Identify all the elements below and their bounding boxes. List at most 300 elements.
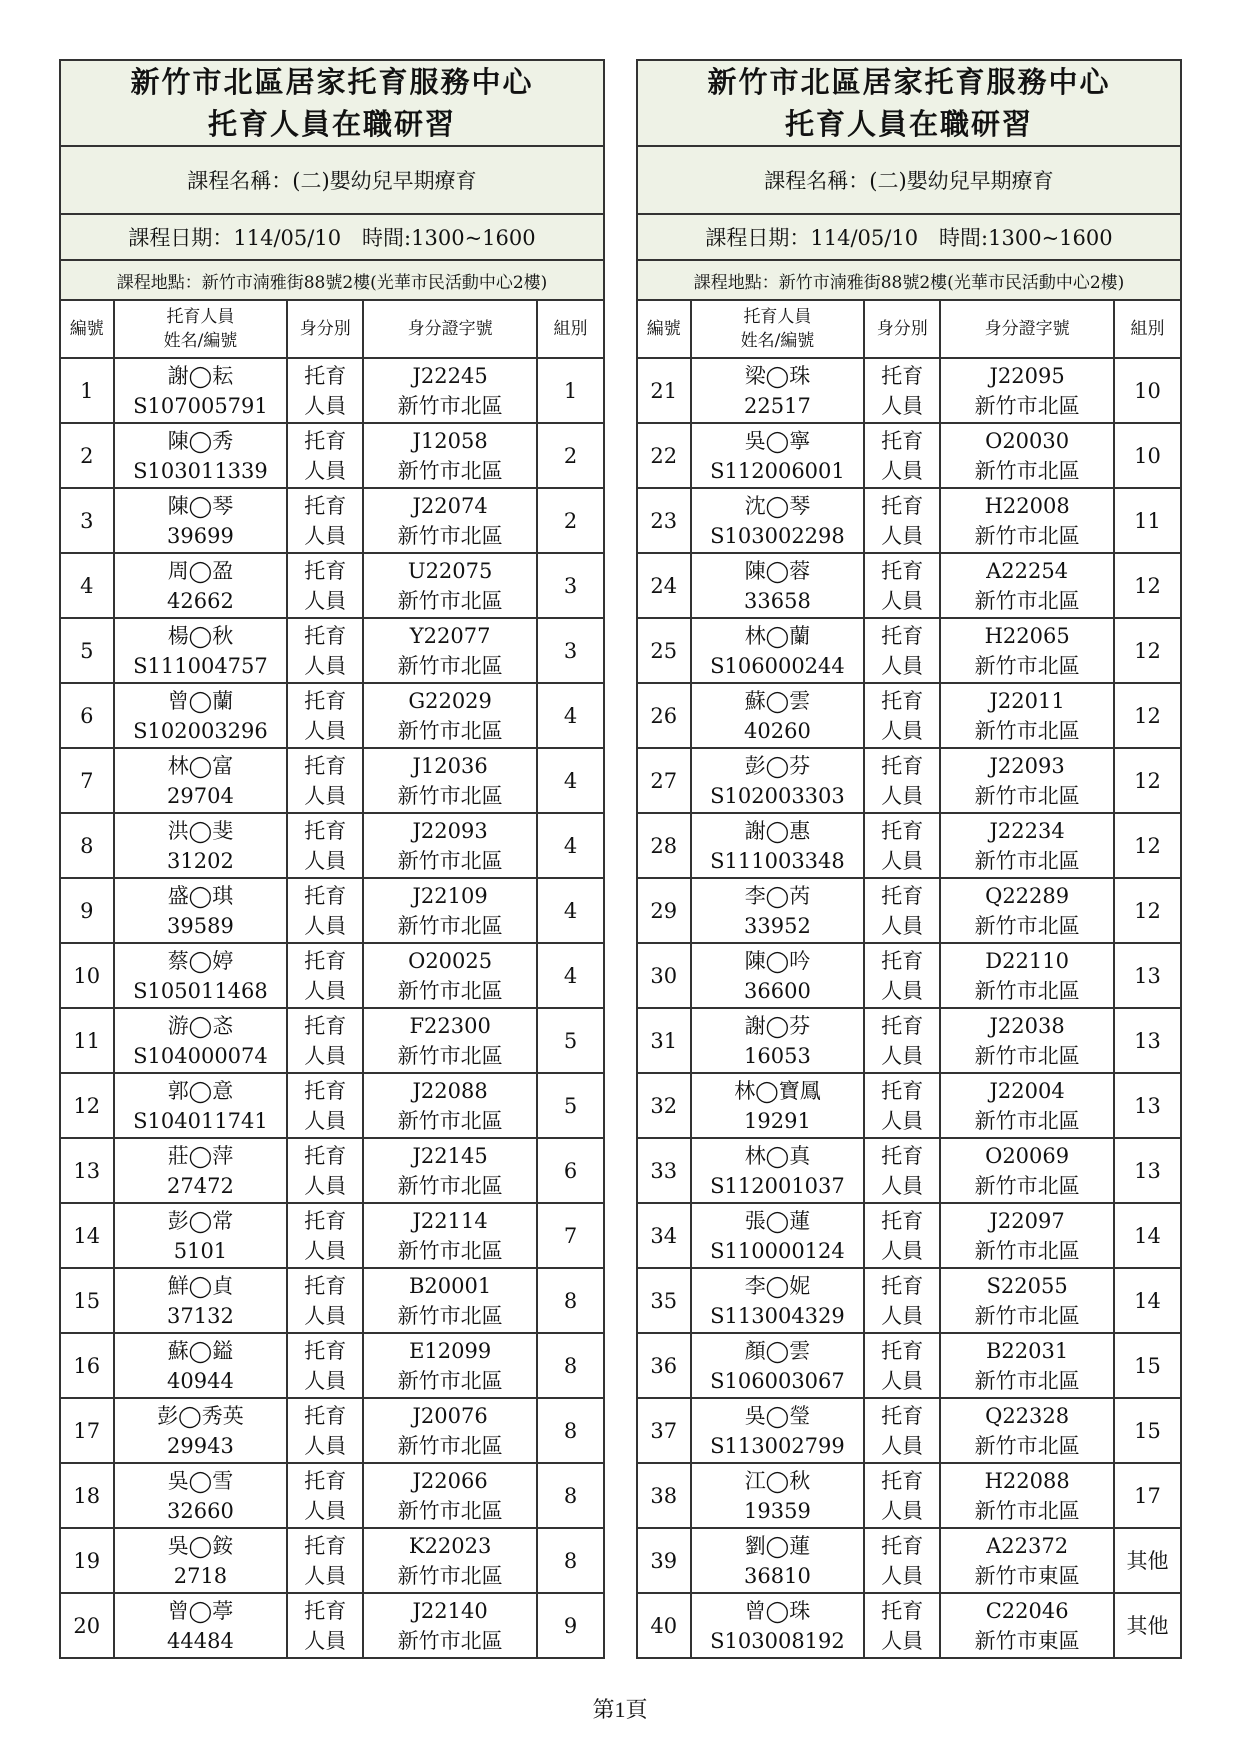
id-cell <box>363 1463 537 1528</box>
id-number: K22023 <box>408 1533 492 1558</box>
row-number: 15 <box>60 1268 114 1333</box>
role-cell <box>287 1008 363 1073</box>
caregiver-name: 蘇◯鎰 <box>167 1338 234 1363</box>
id-cell <box>940 943 1114 1008</box>
group-cell: 1 <box>537 358 604 423</box>
caregiver-code: 32660 <box>167 1498 234 1523</box>
district: 新竹市北區 <box>974 1043 1080 1068</box>
id-cell <box>363 1398 537 1463</box>
caregiver-cell <box>114 1268 288 1333</box>
header-name <box>691 300 865 358</box>
district: 新竹市北區 <box>397 1368 503 1393</box>
district: 新竹市北區 <box>397 653 503 678</box>
group-cell: 8 <box>537 1463 604 1528</box>
role-cell <box>864 618 940 683</box>
district: 新竹市北區 <box>397 1173 503 1198</box>
role-cell <box>287 1333 363 1398</box>
role-line1: 托育 <box>304 363 347 388</box>
id-number: J20076 <box>412 1403 488 1428</box>
district: 新竹市北區 <box>397 393 503 418</box>
caregiver-code: 39589 <box>167 913 234 938</box>
id-cell <box>940 1333 1114 1398</box>
caregiver-name: 彭◯芬 <box>744 753 811 778</box>
attendance-sheet-left <box>59 59 605 1659</box>
caregiver-code: S104011741 <box>133 1108 268 1133</box>
role-cell <box>287 1138 363 1203</box>
id-number: O20025 <box>408 948 493 973</box>
role-line2: 人員 <box>304 458 347 483</box>
role-line1: 托育 <box>881 1273 924 1298</box>
caregiver-name: 周◯盈 <box>167 558 234 583</box>
row-number: 28 <box>637 813 691 878</box>
table-row <box>60 1528 604 1593</box>
district: 新竹市北區 <box>397 1043 503 1068</box>
caregiver-code: S104000074 <box>133 1043 268 1068</box>
role-line2: 人員 <box>304 718 347 743</box>
role-line1: 托育 <box>304 753 347 778</box>
id-cell <box>363 813 537 878</box>
group-cell: 8 <box>537 1398 604 1463</box>
table-row <box>60 423 604 488</box>
caregiver-cell <box>114 358 288 423</box>
role-cell <box>864 748 940 813</box>
id-cell <box>363 878 537 943</box>
row-number: 17 <box>60 1398 114 1463</box>
caregiver-cell <box>114 683 288 748</box>
id-number: J12058 <box>412 428 488 453</box>
role-line2: 人員 <box>304 1498 347 1523</box>
caregiver-cell <box>691 683 865 748</box>
header-name <box>114 300 288 358</box>
id-number: J22140 <box>412 1598 488 1623</box>
row-number: 27 <box>637 748 691 813</box>
caregiver-name: 謝◯惠 <box>744 818 811 843</box>
row-number: 19 <box>60 1528 114 1593</box>
caregiver-cell <box>114 1593 288 1658</box>
sheet-title <box>637 60 1181 146</box>
role-cell <box>287 1203 363 1268</box>
role-line1: 托育 <box>304 948 347 973</box>
caregiver-code: 33658 <box>744 588 811 613</box>
id-cell <box>940 1008 1114 1073</box>
course-name: 課程名稱：(二)嬰幼兒早期療育 <box>637 146 1181 214</box>
table-row <box>637 488 1181 553</box>
caregiver-code: S102003296 <box>133 718 268 743</box>
id-number: U22075 <box>407 558 493 583</box>
district: 新竹市北區 <box>397 783 503 808</box>
table-row <box>637 1593 1181 1658</box>
role-cell <box>287 1463 363 1528</box>
header-id: 身分證字號 <box>363 300 537 358</box>
id-number: Y22077 <box>409 623 491 648</box>
role-line2: 人員 <box>881 978 924 1003</box>
group-cell: 3 <box>537 553 604 618</box>
group-cell: 10 <box>1114 423 1181 488</box>
group-cell: 13 <box>1114 1008 1181 1073</box>
roster-table <box>636 59 1182 1659</box>
group-cell: 12 <box>1114 553 1181 618</box>
role-cell <box>864 1203 940 1268</box>
caregiver-code: 42662 <box>167 588 234 613</box>
group-cell: 8 <box>537 1528 604 1593</box>
table-row <box>60 1333 604 1398</box>
district: 新竹市北區 <box>974 1368 1080 1393</box>
header-no: 編號 <box>637 300 691 358</box>
caregiver-cell <box>114 1398 288 1463</box>
role-line2: 人員 <box>304 1173 347 1198</box>
caregiver-name: 林◯蘭 <box>744 623 811 648</box>
caregiver-name: 李◯妮 <box>744 1273 811 1298</box>
caregiver-cell <box>691 1463 865 1528</box>
role-line2: 人員 <box>881 1173 924 1198</box>
district: 新竹市北區 <box>974 848 1080 873</box>
role-line1: 托育 <box>881 753 924 778</box>
row-number: 2 <box>60 423 114 488</box>
caregiver-cell <box>114 488 288 553</box>
caregiver-name: 陳◯琴 <box>167 493 234 518</box>
column-header-row <box>637 300 1181 358</box>
caregiver-name: 林◯真 <box>744 1143 811 1168</box>
district: 新竹市北區 <box>397 1563 503 1588</box>
id-number: J22093 <box>989 753 1065 778</box>
caregiver-cell <box>691 358 865 423</box>
caregiver-code: 16053 <box>744 1043 811 1068</box>
district: 新竹市北區 <box>397 848 503 873</box>
caregiver-cell <box>691 943 865 1008</box>
role-line2: 人員 <box>304 588 347 613</box>
role-cell <box>287 1073 363 1138</box>
id-number: J22066 <box>412 1468 488 1493</box>
role-line2: 人員 <box>304 848 347 873</box>
id-cell <box>940 488 1114 553</box>
role-line2: 人員 <box>881 1498 924 1523</box>
table-row <box>637 1138 1181 1203</box>
row-number: 8 <box>60 813 114 878</box>
id-number: Q22289 <box>985 883 1070 908</box>
caregiver-name: 游◯忞 <box>167 1013 234 1038</box>
id-cell <box>940 1268 1114 1333</box>
header-name-line1: 托育人員 <box>166 307 235 327</box>
role-cell <box>864 1073 940 1138</box>
id-number: B22031 <box>986 1338 1069 1363</box>
role-line2: 人員 <box>881 1238 924 1263</box>
role-cell <box>864 1528 940 1593</box>
district: 新竹市北區 <box>974 1173 1080 1198</box>
id-cell <box>940 553 1114 618</box>
caregiver-name: 曾◯珠 <box>744 1598 811 1623</box>
role-line2: 人員 <box>881 523 924 548</box>
row-number: 33 <box>637 1138 691 1203</box>
district: 新竹市北區 <box>974 523 1080 548</box>
caregiver-code: S111003348 <box>710 848 845 873</box>
role-cell <box>864 1008 940 1073</box>
caregiver-code: S105011468 <box>133 978 268 1003</box>
row-number: 32 <box>637 1073 691 1138</box>
caregiver-code: 19359 <box>744 1498 811 1523</box>
role-line2: 人員 <box>304 1303 347 1328</box>
caregiver-code: 40944 <box>167 1368 234 1393</box>
table-row <box>60 813 604 878</box>
role-cell <box>287 358 363 423</box>
table-row <box>60 943 604 1008</box>
district: 新竹市北區 <box>974 783 1080 808</box>
table-row <box>637 813 1181 878</box>
caregiver-name: 蔡◯婷 <box>167 948 234 973</box>
caregiver-name: 張◯蓮 <box>744 1208 811 1233</box>
row-number: 26 <box>637 683 691 748</box>
caregiver-cell <box>114 1528 288 1593</box>
caregiver-code: 27472 <box>167 1173 234 1198</box>
group-cell: 4 <box>537 748 604 813</box>
caregiver-cell <box>691 1268 865 1333</box>
group-cell: 3 <box>537 618 604 683</box>
group-cell: 4 <box>537 813 604 878</box>
role-cell <box>864 943 940 1008</box>
id-number: J22234 <box>989 818 1065 843</box>
role-line1: 托育 <box>881 1208 924 1233</box>
role-line2: 人員 <box>881 1628 924 1653</box>
id-number: J22004 <box>989 1078 1065 1103</box>
table-row <box>60 683 604 748</box>
role-line1: 托育 <box>304 428 347 453</box>
table-row <box>637 423 1181 488</box>
header-name-line2: 姓名/編號 <box>740 331 815 351</box>
table-row <box>60 1008 604 1073</box>
id-cell <box>940 683 1114 748</box>
caregiver-cell <box>114 878 288 943</box>
id-cell <box>940 423 1114 488</box>
id-number: J22145 <box>412 1143 488 1168</box>
row-number: 11 <box>60 1008 114 1073</box>
group-cell: 4 <box>537 683 604 748</box>
caregiver-code: 39699 <box>167 523 234 548</box>
row-number: 3 <box>60 488 114 553</box>
role-line1: 托育 <box>881 1078 924 1103</box>
group-cell: 12 <box>1114 878 1181 943</box>
row-number: 38 <box>637 1463 691 1528</box>
caregiver-cell <box>114 1138 288 1203</box>
caregiver-name: 沈◯琴 <box>744 493 811 518</box>
district: 新竹市北區 <box>974 913 1080 938</box>
district: 新竹市北區 <box>397 1108 503 1133</box>
table-row <box>637 1008 1181 1073</box>
caregiver-code: S106003067 <box>710 1368 845 1393</box>
caregiver-cell <box>114 423 288 488</box>
id-cell <box>363 423 537 488</box>
course-date: 課程日期：114/05/10 時間:1300~1600 <box>60 214 604 260</box>
caregiver-cell <box>691 1593 865 1658</box>
role-line2: 人員 <box>304 1043 347 1068</box>
caregiver-code: S106000244 <box>710 653 845 678</box>
role-line1: 托育 <box>304 1468 347 1493</box>
district: 新竹市北區 <box>974 588 1080 613</box>
table-row <box>60 1593 604 1658</box>
id-number: O20030 <box>985 428 1070 453</box>
role-cell <box>864 878 940 943</box>
title-line2: 托育人員在職研習 <box>207 107 456 141</box>
row-number: 39 <box>637 1528 691 1593</box>
district: 新竹市北區 <box>974 1498 1080 1523</box>
role-line1: 托育 <box>881 818 924 843</box>
role-line2: 人員 <box>881 458 924 483</box>
header-role: 身分別 <box>287 300 363 358</box>
header-group: 組別 <box>537 300 604 358</box>
row-number: 29 <box>637 878 691 943</box>
role-line1: 托育 <box>304 623 347 648</box>
role-line2: 人員 <box>304 1433 347 1458</box>
row-number: 31 <box>637 1008 691 1073</box>
group-cell: 12 <box>1114 618 1181 683</box>
caregiver-code: 2718 <box>173 1563 228 1588</box>
caregiver-cell <box>691 748 865 813</box>
caregiver-name: 郭◯意 <box>167 1078 234 1103</box>
table-row <box>637 553 1181 618</box>
group-cell: 4 <box>537 943 604 1008</box>
caregiver-name: 陳◯蓉 <box>744 558 811 583</box>
row-number: 16 <box>60 1333 114 1398</box>
caregiver-name: 曾◯葶 <box>167 1598 234 1623</box>
group-cell: 其他 <box>1114 1528 1181 1593</box>
district: 新竹市北區 <box>397 1498 503 1523</box>
role-line1: 托育 <box>881 493 924 518</box>
role-line2: 人員 <box>304 653 347 678</box>
table-row <box>637 1073 1181 1138</box>
role-line2: 人員 <box>304 1563 347 1588</box>
district: 新竹市北區 <box>974 1433 1080 1458</box>
id-cell <box>363 1333 537 1398</box>
caregiver-cell <box>691 1203 865 1268</box>
caregiver-cell <box>691 1073 865 1138</box>
table-row <box>637 1463 1181 1528</box>
table-row <box>60 1268 604 1333</box>
group-cell: 8 <box>537 1268 604 1333</box>
caregiver-code: S103002298 <box>710 523 845 548</box>
group-cell: 6 <box>537 1138 604 1203</box>
role-line1: 托育 <box>881 1468 924 1493</box>
id-number: H22065 <box>984 623 1070 648</box>
role-line2: 人員 <box>304 978 347 1003</box>
caregiver-code: 19291 <box>744 1108 811 1133</box>
caregiver-code: 31202 <box>167 848 234 873</box>
role-line2: 人員 <box>304 523 347 548</box>
header-no: 編號 <box>60 300 114 358</box>
caregiver-code: S103008192 <box>710 1628 845 1653</box>
caregiver-code: 37132 <box>167 1303 234 1328</box>
role-cell <box>287 683 363 748</box>
group-cell: 13 <box>1114 1073 1181 1138</box>
caregiver-cell <box>114 1463 288 1528</box>
id-cell <box>940 358 1114 423</box>
table-row <box>60 618 604 683</box>
role-cell <box>287 423 363 488</box>
table-row <box>637 878 1181 943</box>
id-number: J22245 <box>412 363 488 388</box>
group-cell: 5 <box>537 1008 604 1073</box>
group-cell: 12 <box>1114 813 1181 878</box>
id-cell <box>940 878 1114 943</box>
role-cell <box>287 878 363 943</box>
caregiver-name: 鮮◯貞 <box>167 1273 234 1298</box>
district: 新竹市北區 <box>974 653 1080 678</box>
id-number: B20001 <box>409 1273 492 1298</box>
table-row <box>637 1203 1181 1268</box>
role-line1: 托育 <box>304 558 347 583</box>
row-number: 37 <box>637 1398 691 1463</box>
title-line2: 托育人員在職研習 <box>784 107 1033 141</box>
row-number: 34 <box>637 1203 691 1268</box>
id-cell <box>940 1203 1114 1268</box>
role-line2: 人員 <box>881 783 924 808</box>
caregiver-code: S107005791 <box>133 393 268 418</box>
table-row <box>637 618 1181 683</box>
row-number: 30 <box>637 943 691 1008</box>
role-cell <box>864 813 940 878</box>
caregiver-name: 江◯秋 <box>744 1468 811 1493</box>
caregiver-name: 吳◯雪 <box>167 1468 234 1493</box>
caregiver-name: 吳◯銨 <box>167 1533 234 1558</box>
header-group: 組別 <box>1114 300 1181 358</box>
table-row <box>60 1138 604 1203</box>
caregiver-name: 彭◯常 <box>167 1208 234 1233</box>
role-line2: 人員 <box>881 1108 924 1133</box>
caregiver-code: 36810 <box>744 1563 811 1588</box>
caregiver-cell <box>691 1333 865 1398</box>
id-number: J22093 <box>412 818 488 843</box>
row-number: 1 <box>60 358 114 423</box>
caregiver-name: 洪◯斐 <box>167 818 234 843</box>
caregiver-code: S103011339 <box>133 458 268 483</box>
group-cell: 15 <box>1114 1333 1181 1398</box>
group-cell: 10 <box>1114 358 1181 423</box>
caregiver-name: 梁◯珠 <box>744 363 811 388</box>
id-number: J22011 <box>989 688 1065 713</box>
role-line2: 人員 <box>881 1303 924 1328</box>
role-line1: 托育 <box>881 1598 924 1623</box>
caregiver-code: 36600 <box>744 978 811 1003</box>
title-line1: 新竹市北區居家托育服務中心 <box>130 65 534 99</box>
course-place: 課程地點：新竹市湳雅街88號2樓(光華市民活動中心2樓) <box>60 260 604 300</box>
role-line2: 人員 <box>881 1563 924 1588</box>
role-line1: 托育 <box>304 493 347 518</box>
id-cell <box>940 1398 1114 1463</box>
group-cell: 13 <box>1114 1138 1181 1203</box>
district: 新竹市北區 <box>397 718 503 743</box>
table-row <box>637 748 1181 813</box>
row-number: 10 <box>60 943 114 1008</box>
district: 新竹市北區 <box>397 978 503 1003</box>
district: 新竹市北區 <box>397 1628 503 1653</box>
table-row <box>60 1203 604 1268</box>
sheet-title <box>60 60 604 146</box>
district: 新竹市北區 <box>974 1303 1080 1328</box>
id-number: J22109 <box>412 883 488 908</box>
role-line2: 人員 <box>881 718 924 743</box>
role-line1: 托育 <box>304 1208 347 1233</box>
role-cell <box>864 1463 940 1528</box>
group-cell: 14 <box>1114 1203 1181 1268</box>
role-cell <box>864 553 940 618</box>
district: 新竹市北區 <box>974 393 1080 418</box>
role-cell <box>864 1138 940 1203</box>
role-line1: 托育 <box>304 1143 347 1168</box>
caregiver-cell <box>114 1008 288 1073</box>
role-line2: 人員 <box>881 848 924 873</box>
id-number: A22372 <box>986 1533 1069 1558</box>
id-cell <box>940 813 1114 878</box>
role-line1: 托育 <box>304 1403 347 1428</box>
caregiver-code: S113002799 <box>710 1433 845 1458</box>
caregiver-name: 盛◯琪 <box>167 883 234 908</box>
